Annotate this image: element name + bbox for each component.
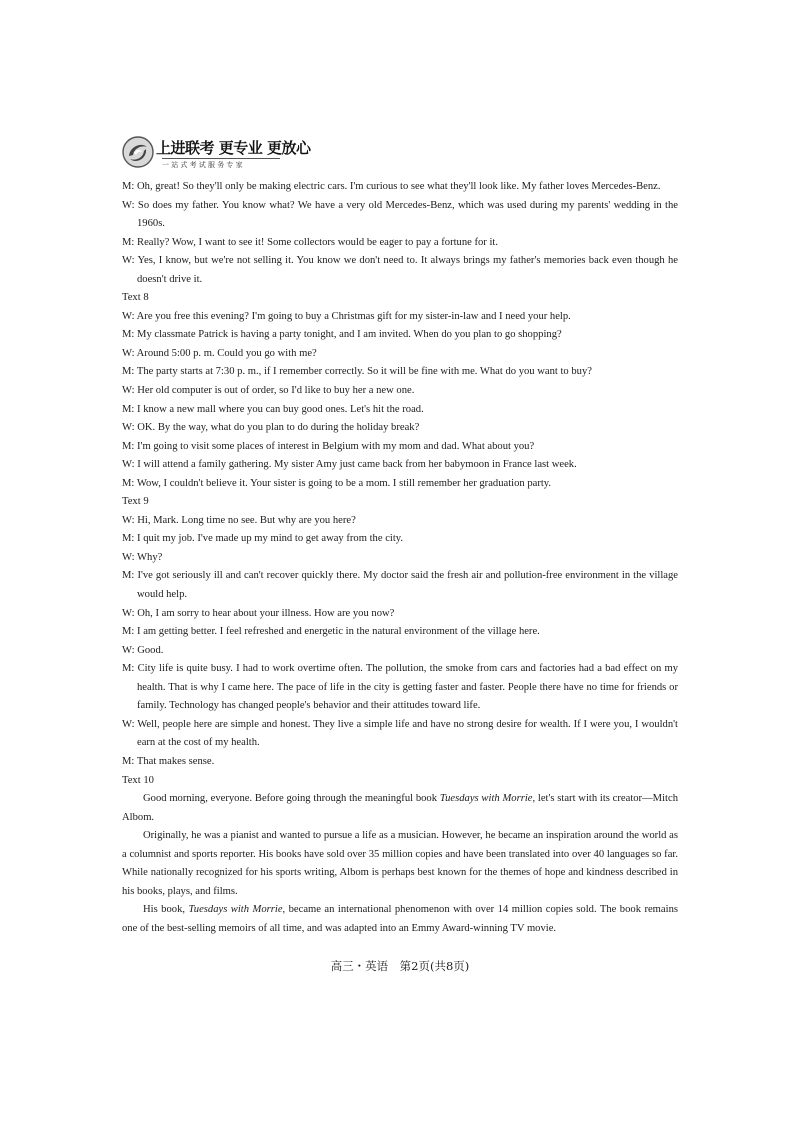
dialogue-line: W: Her old computer is out of order, so I'd like to buy her a new one. (122, 385, 415, 397)
dialogue-line: W: Yes, I know, but we're not selling it. You know we don't need to. It always brings my father's memories back even though he doesn't drive it. (122, 255, 678, 285)
swirl-logo-icon (120, 134, 156, 170)
dialogue-block-text9 (122, 512, 678, 772)
dialogue-line: M: City life is quite busy. I had to work overtime often. The pollution, the smoke from cars and factories had a bad effect on my health. That is why I came here. The pace of life in the city is getting faster and faster. People there have no time for friends or family. Technology has changed people's behavior and their attitudes toward life. (122, 663, 678, 712)
document-body (122, 178, 678, 938)
paragraph: Originally, he was a pianist and wanted to pursue a life as a musician. However, he became an inspiration around the world as a columnist and sports reporter. His books have sold over 35 million copies and have been translated into over 40 languages so far. While nationally recognized for his sports writing, Albom is perhaps best known for the themes of hope and kindness described in his books, plays, and films. (122, 830, 678, 897)
dialogue-line: W: Good. (122, 644, 164, 656)
dialogue-line: W: Why? (122, 551, 163, 563)
book-title: Tuesdays with Morrie (188, 904, 283, 916)
section-label-text9: Text 9 (122, 496, 149, 508)
dialogue-line: M: The party starts at 7:30 p. m., if I remember correctly. So it will be fine with me. What do you want to buy? (122, 366, 592, 378)
dialogue-line: M: I know a new mall where you can buy good ones. Let's hit the road. (122, 403, 424, 415)
dialogue-line: M: That makes sense. (122, 755, 215, 767)
book-title: Tuesdays with Morrie (439, 793, 533, 805)
dialogue-line: M: I am getting better. I feel refreshed and energetic in the natural environment of the village here. (122, 626, 540, 638)
paragraph: Good morning, everyone. Before going through the meaningful book Tuesdays with Morrie, let's start with its creator—Mitch Albom. (122, 793, 678, 823)
dialogue-line: M: My classmate Patrick is having a party tonight, and I am invited. When do you plan to go shopping? (122, 329, 562, 341)
dialogue-line: W: Hi, Mark. Long time no see. But why are you here? (122, 514, 356, 526)
page-footer: 高三・英语 第2页(共8页) (330, 959, 470, 973)
brand-tagline: 一站式考试服务专家 (162, 158, 280, 170)
dialogue-block-text8 (122, 308, 678, 493)
paragraph: His book, Tuesdays with Morrie, became an international phenomenon with over 14 million copies sold. The book remains one of the best-selling memoirs of all time, and was adapted into an Emmy Award-winning TV movie. (122, 904, 678, 934)
page-header (120, 134, 320, 174)
dialogue-line: W: Oh, I am sorry to hear about your illness. How are you now? (122, 607, 395, 619)
dialogue-line: M: Really? Wow, I want to see it! Some collectors would be eager to pay a fortune for it. (122, 236, 499, 248)
dialogue-line: M: Oh, great! So they'll only be making electric cars. I'm curious to see what they'll look like. My father loves Mercedes-Benz. (122, 181, 661, 192)
section-label-text10: Text 10 (122, 774, 154, 786)
section-label-text8: Text 8 (122, 292, 149, 304)
dialogue-block-a (122, 178, 678, 289)
dialogue-line: W: OK. By the way, what do you plan to do during the holiday break? (122, 422, 420, 434)
dialogue-line: M: I've got seriously ill and can't recover quickly there. My doctor said the fresh air and pollution-free environment in the village would help. (122, 570, 678, 601)
dialogue-line: W: Are you free this evening? I'm going to buy a Christmas gift for my sister-in-law and I need your help. (122, 310, 571, 322)
dialogue-line: M: I'm going to visit some places of interest in Belgium with my mom and dad. What about you? (122, 440, 535, 452)
dialogue-line: W: Around 5:00 p. m. Could you go with me? (122, 347, 317, 359)
dialogue-line: W: So does my father. You know what? We have a very old Mercedes-Benz, which was used during my parents' wedding in the 1960s. (122, 199, 678, 230)
dialogue-line: M: Wow, I couldn't believe it. Your sister is going to be a mom. I still remember her graduation party. (122, 477, 552, 489)
monologue-text10 (122, 790, 678, 938)
dialogue-line: W: I will attend a family gathering. My sister Amy just came back from her babymoon in France last week. (122, 459, 577, 471)
brand-slogan: 上进联考 更专业 更放心 (156, 139, 311, 157)
dialogue-line: M: I quit my job. I've made up my mind to get away from the city. (122, 533, 404, 545)
dialogue-line: W: Well, people here are simple and honest. They live a simple life and have no strong desire for wealth. If I were you, I wouldn't earn at the cost of my health. (122, 718, 678, 749)
